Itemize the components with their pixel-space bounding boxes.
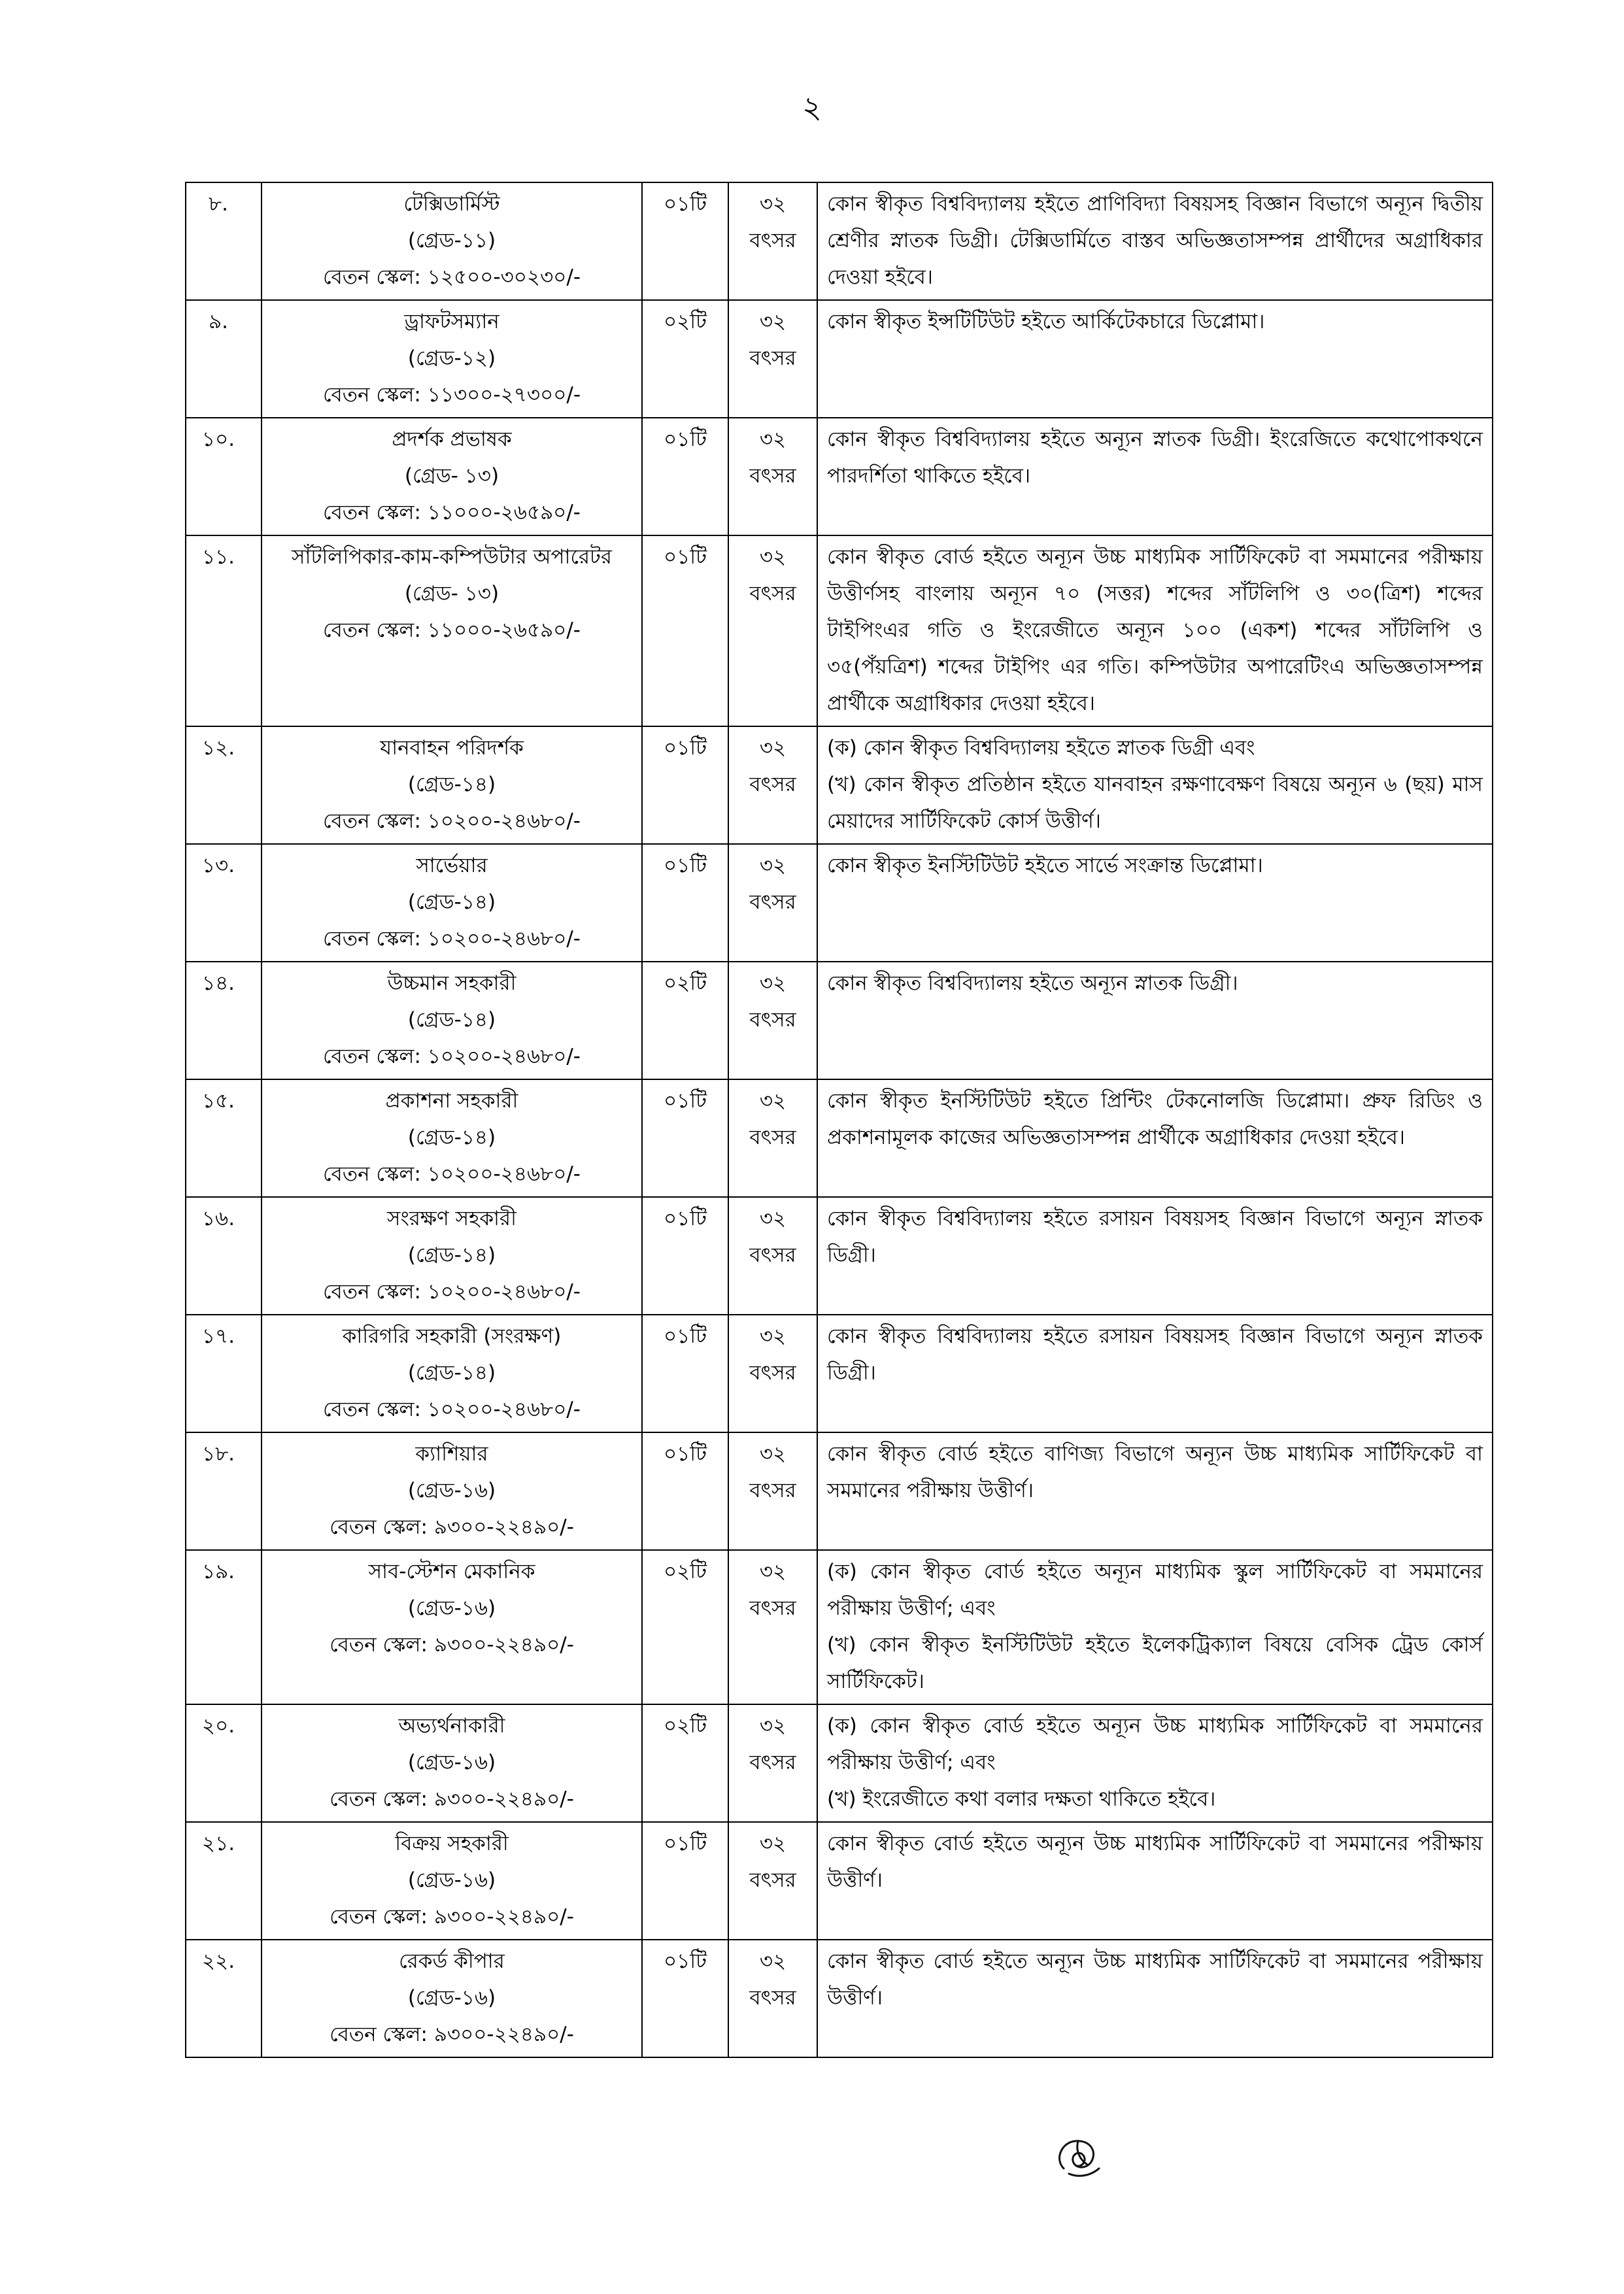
post-name: সাব-স্টেশন মেকানিক <box>368 1560 535 1583</box>
age-limit-cell <box>728 1315 817 1432</box>
post-name: ক্যাশিয়ার <box>415 1442 488 1466</box>
qualification-cell <box>817 182 1493 300</box>
qualification-cell <box>817 1550 1493 1704</box>
vacancy-count: ০২টি <box>663 1714 707 1738</box>
qualification-cell <box>817 1940 1493 2057</box>
vacancy-count-cell <box>642 1315 728 1432</box>
serial-number: ৯. <box>209 310 228 333</box>
pay-scale: বেতন স্কেল: ৯৩০০-২২৪৯০/- <box>330 2023 574 2046</box>
qualification-text: কোন স্বীকৃত বিশ্ববিদ্যালয় হইতে প্রাণিবিদ্যা বিষয়সহ বিজ্ঞান বিভাগে অন্যূন দ্বিতীয় শ্রেণীর স্নাতক ডিগ্রী। টেক্সিডার্মিতে বাস্তব অভিজ্ঞতাসম্পন্ন প্রার্থীদের অগ্রাধিকার দেওয়া হইবে। <box>827 192 1483 289</box>
age-limit-number: ৩২ <box>759 1324 787 1348</box>
age-limit-cell <box>728 1940 817 2057</box>
serial-cell <box>186 1197 262 1315</box>
age-limit-cell <box>728 535 817 726</box>
age-limit-number: ৩২ <box>759 736 787 760</box>
table-row <box>186 1940 1493 2057</box>
age-limit-cell <box>728 1822 817 1940</box>
age-limit-cell <box>728 962 817 1079</box>
serial-number: ১৫. <box>201 1089 235 1113</box>
vacancy-count: ০২টি <box>663 310 707 333</box>
table-row <box>186 1550 1493 1704</box>
table-row <box>186 1079 1493 1197</box>
recruitment-table-container <box>185 182 1493 2058</box>
serial-cell <box>186 1432 262 1550</box>
vacancy-count-cell <box>642 1940 728 2057</box>
post-cell <box>262 962 642 1079</box>
post-grade: (গ্রেড- ১৩) <box>404 582 499 605</box>
post-name: সার্ভেয়ার <box>416 854 488 877</box>
age-limit-cell <box>728 1079 817 1197</box>
post-name: উচ্চমান সহকারী <box>387 971 516 995</box>
age-limit-unit: বৎসর <box>749 1008 796 1032</box>
table-row <box>186 418 1493 535</box>
vacancy-count-cell <box>642 1197 728 1315</box>
age-limit-number: ৩২ <box>759 1207 787 1230</box>
post-name: সংরক্ষণ সহকারী <box>387 1207 516 1230</box>
vacancy-count: ০১টি <box>663 1949 707 1973</box>
table-row <box>186 535 1493 726</box>
age-limit-number: ৩২ <box>759 310 787 333</box>
post-cell <box>262 726 642 844</box>
post-name: অভ্যর্থনাকারী <box>398 1714 505 1738</box>
serial-number: ২০. <box>201 1714 235 1738</box>
signature-mark <box>1049 2128 1108 2187</box>
age-limit-cell <box>728 182 817 300</box>
post-grade: (গ্রেড- ১৩) <box>404 464 499 488</box>
vacancy-count: ০১টি <box>663 1324 707 1348</box>
serial-cell <box>186 726 262 844</box>
serial-cell <box>186 1704 262 1822</box>
vacancy-count: ০১টি <box>663 1442 707 1466</box>
qualification-text: কোন স্বীকৃত বিশ্ববিদ্যালয় হইতে অন্যূন স্নাতক ডিগ্রী। <box>827 971 1238 995</box>
age-limit-unit: বৎসর <box>749 1126 796 1149</box>
post-grade: (গ্রেড-১৬) <box>407 1751 496 1774</box>
qualification-cell <box>817 535 1493 726</box>
post-name: প্রকাশনা সহকারী <box>385 1089 518 1113</box>
qualification-text: কোন স্বীকৃত বিশ্ববিদ্যালয় হইতে রসায়ন বিষয়সহ বিজ্ঞান বিভাগে অন্যূন স্নাতক ডিগ্রী। <box>827 1324 1483 1385</box>
vacancy-count-cell <box>642 418 728 535</box>
serial-cell <box>186 1822 262 1940</box>
age-limit-cell <box>728 726 817 844</box>
qualification-cell <box>817 726 1493 844</box>
age-limit-unit: বৎসর <box>749 1243 796 1267</box>
serial-number: ৮. <box>209 192 228 216</box>
pay-scale: বেতন স্কেল: ৯৩০০-২২৪৯০/- <box>330 1787 574 1811</box>
post-name: ড্রাফটসম্যান <box>404 310 499 333</box>
serial-cell <box>186 535 262 726</box>
vacancy-count: ০১টি <box>663 545 707 569</box>
age-limit-unit: বৎসর <box>749 346 796 370</box>
age-limit-number: ৩২ <box>759 1442 787 1466</box>
table-row <box>186 726 1493 844</box>
table-row <box>186 1197 1493 1315</box>
post-cell <box>262 1704 642 1822</box>
vacancy-count-cell <box>642 844 728 962</box>
post-cell <box>262 1822 642 1940</box>
vacancy-count-cell <box>642 1432 728 1550</box>
post-name: বিক্রয় সহকারী <box>395 1832 509 1855</box>
pay-scale: বেতন স্কেল: ৯৩০০-২২৪৯০/- <box>330 1633 574 1657</box>
qualification-text: কোন স্বীকৃত বিশ্ববিদ্যালয় হইতে রসায়ন বিষয়সহ বিজ্ঞান বিভাগে অন্যূন স্নাতক ডিগ্রী। <box>827 1207 1483 1267</box>
age-limit-unit: বৎসর <box>749 1986 796 2010</box>
qualification-cell <box>817 962 1493 1079</box>
age-limit-number: ৩২ <box>759 1714 787 1738</box>
post-name: সাঁটলিপিকার-কাম-কম্পিউটার অপারেটর <box>292 545 612 569</box>
pay-scale: বেতন স্কেল: ১০২০০-২৪৬৮০/- <box>322 927 581 951</box>
serial-cell <box>186 300 262 418</box>
age-limit-cell <box>728 1704 817 1822</box>
table-row <box>186 1315 1493 1432</box>
vacancy-count: ০১টি <box>663 1832 707 1855</box>
vacancy-count-cell <box>642 1704 728 1822</box>
post-grade: (গ্রেড-১৬) <box>407 1479 496 1502</box>
age-limit-unit: বৎসর <box>749 582 796 605</box>
post-cell <box>262 1550 642 1704</box>
age-limit-number: ৩২ <box>759 854 787 877</box>
pay-scale: বেতন স্কেল: ১১৩০০-২৭৩০০/- <box>322 383 581 407</box>
post-grade: (গ্রেড-১৪) <box>407 1361 496 1385</box>
pay-scale: বেতন স্কেল: ১০২০০-২৪৬৮০/- <box>322 809 581 833</box>
table-row <box>186 300 1493 418</box>
age-limit-unit: বৎসর <box>749 229 796 252</box>
qualification-cell <box>817 1197 1493 1315</box>
qualification-cell <box>817 418 1493 535</box>
post-cell <box>262 1432 642 1550</box>
pay-scale: বেতন স্কেল: ৯৩০০-২২৪৯০/- <box>330 1905 574 1929</box>
post-grade: (গ্রেড-১৪) <box>407 1243 496 1267</box>
age-limit-unit: বৎসর <box>749 1361 796 1385</box>
serial-cell <box>186 962 262 1079</box>
vacancy-count: ০১টি <box>663 1089 707 1113</box>
qualification-cell <box>817 844 1493 962</box>
serial-number: ১০. <box>201 428 235 451</box>
vacancy-count: ০১টি <box>663 854 707 877</box>
vacancy-count-cell <box>642 182 728 300</box>
age-limit-unit: বৎসর <box>749 773 796 796</box>
qualification-text: (ক) কোন স্বীকৃত বোর্ড হইতে অন্যূন উচ্চ মাধ্যমিক সার্টিফিকেট বা সমমানের পরীক্ষায় উত্তীর্ণ; এবং <box>827 1714 1483 1774</box>
pay-scale: বেতন স্কেল: ১০২০০-২৪৬৮০/- <box>322 1162 581 1186</box>
post-grade: (গ্রেড-১৬) <box>407 1868 496 1892</box>
post-grade: (গ্রেড-১৪) <box>407 890 496 914</box>
qualification-text: কোন স্বীকৃত ইন্সটিটিউট হইতে আর্কিটেকচারে ডিপ্লোমা। <box>827 310 1265 333</box>
age-limit-number: ৩২ <box>759 1089 787 1113</box>
post-grade: (গ্রেড-১৬) <box>407 1596 496 1620</box>
serial-number: ২২. <box>201 1949 235 1973</box>
serial-number: ১৮. <box>201 1442 235 1466</box>
pay-scale: বেতন স্কেল: ১২৫০০-৩০২৩০/- <box>322 265 581 289</box>
vacancy-count-cell <box>642 726 728 844</box>
pay-scale: বেতন স্কেল: ১০২০০-২৪৬৮০/- <box>322 1280 581 1304</box>
post-grade: (গ্রেড-১২) <box>407 346 496 370</box>
qualification-text: (খ) কোন স্বীকৃত ইনস্টিটিউট হইতে ইলেকট্রিক্যাল বিষয়ে বেসিক ট্রেড কোর্স সার্টিফিকেট। <box>827 1633 1483 1693</box>
post-grade: (গ্রেড-১৪) <box>407 773 496 796</box>
post-name: প্রদর্শক প্রভাষক <box>392 428 512 451</box>
serial-number: ১৯. <box>201 1560 235 1583</box>
post-grade: (গ্রেড-১১) <box>407 229 496 252</box>
post-cell <box>262 1315 642 1432</box>
qualification-text: কোন স্বীকৃত বোর্ড হইতে অন্যূন উচ্চ মাধ্যমিক সার্টিফিকেট বা সমমানের পরীক্ষায় উত্তীর্ণসহ বাংলায় অন্যূন ৭০ (সত্তর) শব্দের সাঁটলিপি ও ৩০(ত্রিশ) শব্দের টাইপিংএর গতি ও ইংরেজীতে অন্যূন ১০০ (একশ) শব্দের সাঁটলিপি ও ৩৫(পঁয়ত্রিশ) শব্দের টাইপিং এর গতি। কম্পিউটার অপারেটিংএ অভিজ্ঞতাসম্পন্ন প্রার্থীকে অগ্রাধিকার দেওয়া হইবে। <box>827 545 1483 715</box>
age-limit-cell <box>728 1197 817 1315</box>
post-cell <box>262 1197 642 1315</box>
post-grade: (গ্রেড-১৪) <box>407 1126 496 1149</box>
qualification-text: কোন স্বীকৃত বোর্ড হইতে অন্যূন উচ্চ মাধ্যমিক সার্টিফিকেট বা সমমানের পরীক্ষায় উত্তীর্ণ। <box>827 1949 1483 2010</box>
serial-cell <box>186 844 262 962</box>
page-number: ২ <box>802 90 822 125</box>
age-limit-cell <box>728 1550 817 1704</box>
pay-scale: বেতন স্কেল: ১১০০০-২৬৫৯০/- <box>323 501 581 524</box>
qualification-text: কোন স্বীকৃত ইনস্টিটিউট হইতে প্রিন্টিং টেকনোলজি ডিপ্লোমা। প্রুফ রিডিং ও প্রকাশনামূলক কাজের অভিজ্ঞতাসম্পন্ন প্রার্থীকে অগ্রাধিকার দেওয়া হইবে। <box>827 1089 1483 1149</box>
age-limit-number: ৩২ <box>759 545 787 569</box>
serial-cell <box>186 1079 262 1197</box>
qualification-text: কোন স্বীকৃত বোর্ড হইতে বাণিজ্য বিভাগে অন্যূন উচ্চ মাধ্যমিক সার্টিফিকেট বা সমমানের পরীক্ষায় উত্তীর্ণ। <box>827 1442 1483 1502</box>
table-row <box>186 844 1493 962</box>
age-limit-number: ৩২ <box>759 1560 787 1583</box>
post-cell <box>262 1079 642 1197</box>
post-name: কারিগরি সহকারী (সংরক্ষণ) <box>342 1324 562 1348</box>
age-limit-cell <box>728 300 817 418</box>
qualification-text: (খ) কোন স্বীকৃত প্রতিষ্ঠান হইতে যানবাহন রক্ষণাবেক্ষণ বিষয়ে অন্যূন ৬ (ছয়) মাস মেয়াদের সার্টিফিকেট কোর্স উত্তীর্ণ। <box>827 773 1483 833</box>
vacancy-count: ০১টি <box>663 192 707 216</box>
post-cell <box>262 182 642 300</box>
table-row <box>186 1822 1493 1940</box>
table-row <box>186 962 1493 1079</box>
qualification-text: (ক) কোন স্বীকৃত বোর্ড হইতে অন্যূন মাধ্যমিক স্কুল সার্টিফিকেট বা সমমানের পরীক্ষায় উত্তীর্ণ; এবং <box>827 1560 1483 1620</box>
post-cell <box>262 418 642 535</box>
vacancy-count-cell <box>642 535 728 726</box>
serial-cell <box>186 418 262 535</box>
vacancy-count: ০২টি <box>663 1560 707 1583</box>
serial-number: ১২. <box>201 736 235 760</box>
qualification-text: কোন স্বীকৃত বোর্ড হইতে অন্যূন উচ্চ মাধ্যমিক সার্টিফিকেট বা সমমানের পরীক্ষায় উত্তীর্ণ। <box>827 1832 1483 1892</box>
serial-number: ১১. <box>201 545 235 569</box>
vacancy-count-cell <box>642 1079 728 1197</box>
age-limit-unit: বৎসর <box>749 1868 796 1892</box>
qualification-cell <box>817 1822 1493 1940</box>
age-limit-cell <box>728 1432 817 1550</box>
age-limit-number: ৩২ <box>759 192 787 216</box>
post-grade: (গ্রেড-১৪) <box>407 1008 496 1032</box>
age-limit-cell <box>728 418 817 535</box>
qualification-cell <box>817 1432 1493 1550</box>
table-row <box>186 182 1493 300</box>
age-limit-unit: বৎসর <box>749 890 796 914</box>
vacancy-count-cell <box>642 1822 728 1940</box>
serial-cell <box>186 1550 262 1704</box>
table-row <box>186 1432 1493 1550</box>
age-limit-number: ৩২ <box>759 1832 787 1855</box>
serial-number: ২১. <box>201 1832 235 1855</box>
post-name: যানবাহন পরিদর্শক <box>380 736 524 760</box>
qualification-cell <box>817 300 1493 418</box>
post-cell <box>262 1940 642 2057</box>
vacancy-count: ০১টি <box>663 1207 707 1230</box>
post-grade: (গ্রেড-১৬) <box>407 1986 496 2010</box>
vacancy-count: ০২টি <box>663 971 707 995</box>
age-limit-unit: বৎসর <box>749 1596 796 1620</box>
recruitment-table <box>185 182 1493 2058</box>
pay-scale: বেতন স্কেল: ১০২০০-২৪৬৮০/- <box>322 1045 581 1068</box>
serial-cell <box>186 1940 262 2057</box>
age-limit-unit: বৎসর <box>749 1751 796 1774</box>
age-limit-unit: বৎসর <box>749 1479 796 1502</box>
qualification-text: (ক) কোন স্বীকৃত বিশ্ববিদ্যালয় হইতে স্নাতক ডিগ্রী এবং <box>827 736 1255 760</box>
serial-cell <box>186 182 262 300</box>
qualification-text: কোন স্বীকৃত বিশ্ববিদ্যালয় হইতে অন্যূন স্নাতক ডিগ্রী। ইংরেজিতে কথোপোকথনে পারদর্শিতা থাকিতে হইবে। <box>827 428 1483 488</box>
qualification-text: (খ) ইংরেজীতে কথা বলার দক্ষতা থাকিতে হইবে। <box>827 1787 1216 1811</box>
table-body <box>186 182 1493 2057</box>
post-cell <box>262 300 642 418</box>
post-name: টেক্সিডার্মিস্ট <box>403 192 500 216</box>
qualification-cell <box>817 1315 1493 1432</box>
qualification-text: কোন স্বীকৃত ইনস্টিটিউট হইতে সার্ভে সংক্রান্ত ডিপ্লোমা। <box>827 854 1263 877</box>
serial-number: ১৩. <box>201 854 235 877</box>
post-name: রেকর্ড কীপার <box>399 1949 505 1973</box>
age-limit-cell <box>728 844 817 962</box>
age-limit-number: ৩২ <box>759 428 787 451</box>
table-row <box>186 1704 1493 1822</box>
pay-scale: বেতন স্কেল: ১০২০০-২৪৬৮০/- <box>322 1398 581 1421</box>
post-cell <box>262 535 642 726</box>
post-cell <box>262 844 642 962</box>
serial-number: ১৭. <box>201 1324 235 1348</box>
vacancy-count: ০১টি <box>663 428 707 451</box>
vacancy-count-cell <box>642 1550 728 1704</box>
serial-number: ১৪. <box>201 971 235 995</box>
vacancy-count-cell <box>642 300 728 418</box>
vacancy-count: ০১টি <box>663 736 707 760</box>
qualification-cell <box>817 1079 1493 1197</box>
age-limit-unit: বৎসর <box>749 464 796 488</box>
age-limit-number: ৩২ <box>759 1949 787 1973</box>
pay-scale: বেতন স্কেল: ১১০০০-২৬৫৯০/- <box>323 618 581 642</box>
pay-scale: বেতন স্কেল: ৯৩০০-২২৪৯০/- <box>330 1515 574 1539</box>
serial-cell <box>186 1315 262 1432</box>
age-limit-number: ৩২ <box>759 971 787 995</box>
qualification-cell <box>817 1704 1493 1822</box>
serial-number: ১৬. <box>201 1207 235 1230</box>
vacancy-count-cell <box>642 962 728 1079</box>
